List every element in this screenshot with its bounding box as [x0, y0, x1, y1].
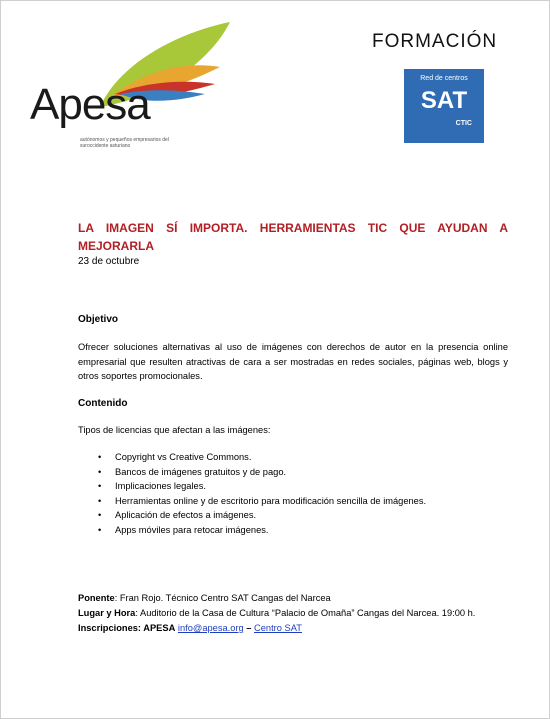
list-item	[98, 465, 426, 480]
contenido-heading: Contenido	[78, 398, 128, 409]
brand-tagline: autónomos y pequeños empresarios del suroccidente asturiano	[80, 137, 169, 149]
objetivo-heading: Objetivo	[78, 314, 119, 325]
bullet-icon: •	[98, 452, 102, 462]
ponente-line	[78, 593, 331, 603]
lugar-line	[78, 608, 475, 618]
sat-logo-main-text: SAT	[420, 87, 468, 114]
bullet-icon: •	[98, 481, 102, 491]
lugar-value: : Auditorio de la Casa de Cultura “Palacio de Omaña” Cangas del Narcea. 19:00 h.	[135, 608, 476, 618]
objetivo-text: Ofrecer soluciones alternativas al uso de imágenes con derechos de autor en la presencia online empresarial que resulten atractivas de cara a ser mostradas en redes sociales, páginas web, blogs y otros soportes promocionales.	[78, 342, 508, 381]
sat-logo-sub-text: CTIC	[455, 120, 472, 127]
list-item	[98, 508, 426, 523]
ponente-label: Ponente	[78, 593, 115, 603]
list-item	[98, 450, 426, 465]
link-separator: –	[246, 623, 252, 633]
list-item-text: Apps móviles para retocar imágenes.	[115, 524, 269, 535]
list-item	[98, 479, 426, 494]
list-item-text: Herramientas online y de escritorio para modificación sencilla de imágenes.	[115, 495, 427, 506]
bullet-icon: •	[98, 524, 102, 535]
centro-sat-link[interactable]: Centro SAT	[254, 623, 302, 633]
inscripciones-line	[78, 623, 302, 633]
contenido-intro: Tipos de licencias que afectan a las imágenes:	[78, 425, 271, 435]
list-item-text: Bancos de imágenes gratuitos y de pago.	[115, 466, 287, 477]
bullet-icon: •	[98, 466, 102, 477]
ponente-value: : Fran Rojo. Técnico Centro SAT Cangas del Narcea	[114, 593, 331, 603]
sat-logo-top-text: Red de centros	[420, 75, 468, 82]
list-item-text: Copyright vs Creative Commons.	[115, 452, 252, 462]
inscripciones-label: Inscripciones: APESA	[78, 623, 176, 633]
bullet-icon: •	[98, 510, 102, 520]
bullet-icon: •	[98, 495, 102, 506]
list-item-text: Aplicación de efectos a imágenes.	[115, 510, 257, 520]
email-link[interactable]: info@apesa.org	[177, 623, 244, 633]
sat-logo	[404, 69, 484, 143]
list-item	[98, 523, 426, 538]
list-item-text: Implicaciones legales.	[115, 481, 206, 491]
event-date: 23 de octubre	[78, 256, 140, 267]
brand-name: Apesa	[30, 80, 150, 129]
list-item	[98, 494, 426, 509]
event-title: LA IMAGEN SÍ IMPORTA. HERRAMIENTAS TIC QUE AYUDAN A MEJORARLA	[78, 221, 508, 253]
section-title: FORMACIÓN	[372, 31, 498, 52]
contenido-list	[98, 450, 426, 537]
lugar-label: Lugar y Hora	[78, 608, 136, 618]
